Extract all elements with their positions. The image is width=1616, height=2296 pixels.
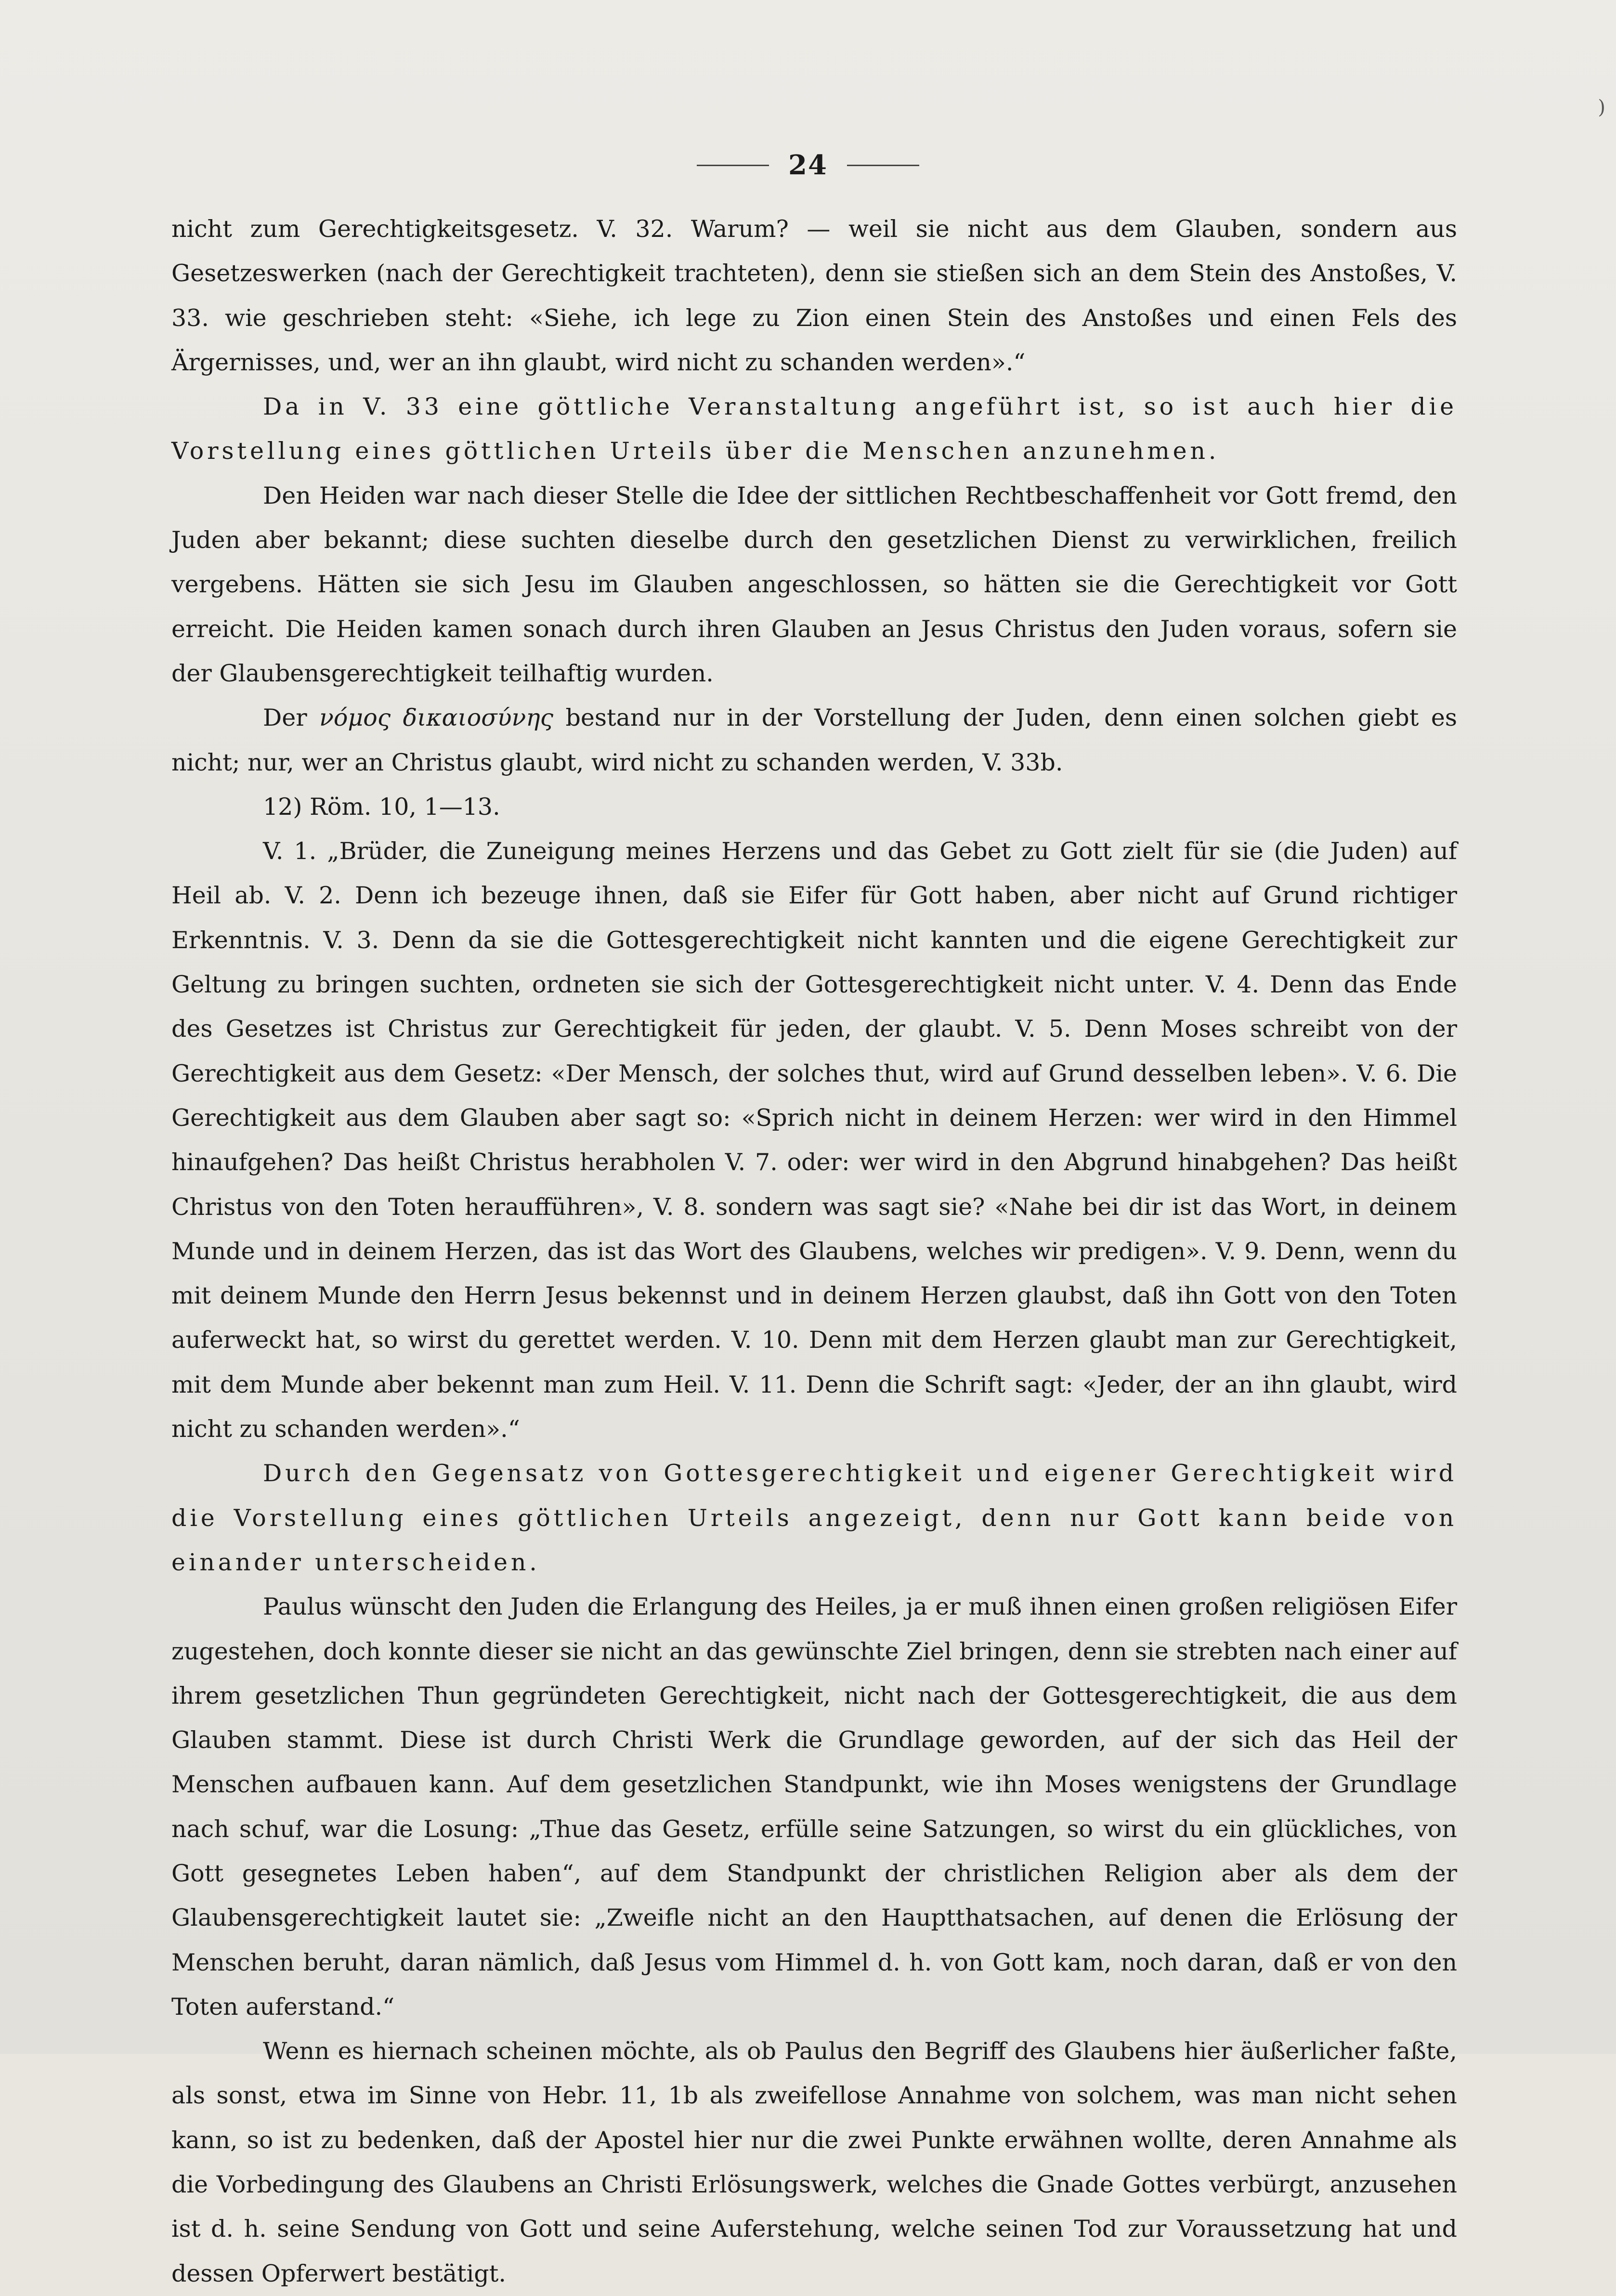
header-rule-right — [847, 165, 919, 166]
paragraph-7: Durch den Gegensatz von Gottesgerechtigkeit und eigener Gerechtigkeit wird die Vorstellung eines göttlichen Urteils angezeigt, denn nur Gott kann beide von einander unterscheiden. — [171, 1460, 1457, 1576]
paragraph-8: Paulus wünscht den Juden die Erlangung des Heiles, ja er muß ihnen einen großen religiösen Eifer zugestehen, doch konnte dieser sie nicht an das gewünschte Ziel bringen, denn sie strebten nach einer auf ihrem gesetzlichen Thun gegründeten Gerechtigkeit, nicht nach der Gottesgerechtigkeit, die aus dem Glauben stammt. Diese ist durch Christi Werk die Grundlage geworden, auf der sich das Heil der Menschen aufbauen kann. Auf dem gesetzlichen Standpunkt, wie ihn Moses wenigstens der Grundlage nach schuf, war die Losung: „Thue das Gesetz, erfülle seine Satzungen, so wirst du ein glückliches, von Gott gesegnetes Leben haben“, auf dem Standpunkt der christlichen Religion aber als dem der Glaubensgerechtigkeit lautet sie: „Zweifle nicht an den Hauptthatsachen, auf denen die Erlösung der Menschen beruht, daran nämlich, daß Jesus vom Himmel d. h. von Gott kam, noch daran, daß er von den Toten auferstand.“ — [171, 1593, 1457, 2021]
paragraph-3: Den Heiden war nach dieser Stelle die Idee der sittlichen Rechtbeschaffenheit vor Gott fremd, den Juden aber bekannt; diese suchten dieselbe durch den gesetzlichen Dienst zu verwirklichen, freilich vergebens. Hätten sie sich Jesu im Glauben angeschlossen, so hätten sie die Gerechtigkeit vor Gott erreicht. Die Heiden kamen sonach durch ihren Glauben an Jesus Christus den Juden voraus, sofern sie der Glaubensgerechtigkeit teilhaftig wurden. — [171, 482, 1457, 687]
page-header — [0, 149, 1616, 181]
paragraph-6: V. 1. „Brüder, die Zuneigung meines Herzens und das Gebet zu Gott zielt für sie (die Juden) auf Heil ab. V. 2. Denn ich bezeuge ihnen, daß sie Eifer für Gott haben, aber nicht auf Grund richtiger Erkenntnis. V. 3. Denn da sie die Gottesgerechtigkeit nicht kannten und die eigene Gerechtigkeit zur Geltung zu bringen suchten, ordneten sie sich der Gottesgerechtigkeit nicht unter. V. 4. Denn das Ende des Gesetzes ist Christus zur Gerechtigkeit für jeden, der glaubt. V. 5. Denn Moses schreibt von der Gerechtigkeit aus dem Gesetz: «Der Mensch, der solches thut, wird auf Grund desselben leben». V. 6. Die Gerechtigkeit aus dem Glauben aber sagt so: «Sprich nicht in deinem Herzen: wer wird in den Himmel hinaufgehen? Das heißt Christus herabholen V. 7. oder: wer wird in den Abgrund hinabgehen? Das heißt Christus von den Toten heraufführen», V. 8. sondern was sagt sie? «Nahe bei dir ist das Wort, in deinem Munde und in deinem Herzen, das ist das Wort des Glaubens, welches wir predigen». V. 9. Denn, wenn du mit deinem Munde den Herrn Jesus bekennst und in deinem Herzen glaubst, daß ihn Gott von den Toten auferweckt hat, so wirst du gerettet werden. V. 10. Denn mit dem Herzen glaubt man zur Gerechtigkeit, mit dem Munde aber bekennt man zum Heil. V. 11. Denn die Schrift sagt: «Jeder, der an ihn glaubt, wird nicht zu schanden werden».“ — [171, 837, 1457, 1443]
paragraph-4 — [171, 696, 1457, 785]
page-number: 24 — [788, 149, 828, 181]
paragraph-2: Da in V. 33 eine göttliche Veranstaltung angeführt ist, so ist auch hier die Vorstellung eines göttlichen Urteils über die Menschen anzunehmen. — [171, 393, 1457, 465]
section-heading: 12) Röm. 10, 1—13. — [263, 793, 500, 821]
paragraph-4-rest: bestand nur in der Vorstellung der Juden, denn einen solchen giebt es nicht; nur, wer an Christus glaubt, wird nicht zu schanden werden, V. 33b. — [171, 704, 1458, 776]
greek-phrase: νόμος δικαιοσύνης — [319, 704, 554, 732]
header-rule-left — [697, 165, 769, 166]
paragraph-4-start: Der — [263, 704, 307, 732]
body-text — [171, 207, 1457, 2296]
paragraph-1: nicht zum Gerechtigkeitsgesetz. V. 32. Warum? — weil sie nicht aus dem Glauben, sondern aus Gesetzeswerken (nach der Gerechtigkeit trachteten), denn sie stießen sich an dem Stein des Anstoßes, V. 33. wie geschrieben steht: «Siehe, ich lege zu Zion einen Stein des Anstoßes und einen Fels des Ärgernisses, und, wer an ihn glaubt, wird nicht zu schanden werden».“ — [171, 215, 1457, 376]
paragraph-9: Wenn es hiernach scheinen möchte, als ob Paulus den Begriff des Glaubens hier äußerlicher faßte, als sonst, etwa im Sinne von Hebr. 11, 1b als zweifellose Annahme von solchem, was man nicht sehen kann, so ist zu bedenken, daß der Apostel hier nur die zwei Punkte erwähnen wollte, deren Annahme als die Vorbedingung des Glaubens an Christi Erlösungswerk, welches die Gnade Gottes verbürgt, anzusehen ist d. h. seine Sendung von Gott und seine Auferstehung, welche seinen Tod zur Voraussetzung hat und dessen Opferwert bestätigt. — [171, 2037, 1457, 2287]
page-edge-mark: ) — [1598, 96, 1605, 118]
